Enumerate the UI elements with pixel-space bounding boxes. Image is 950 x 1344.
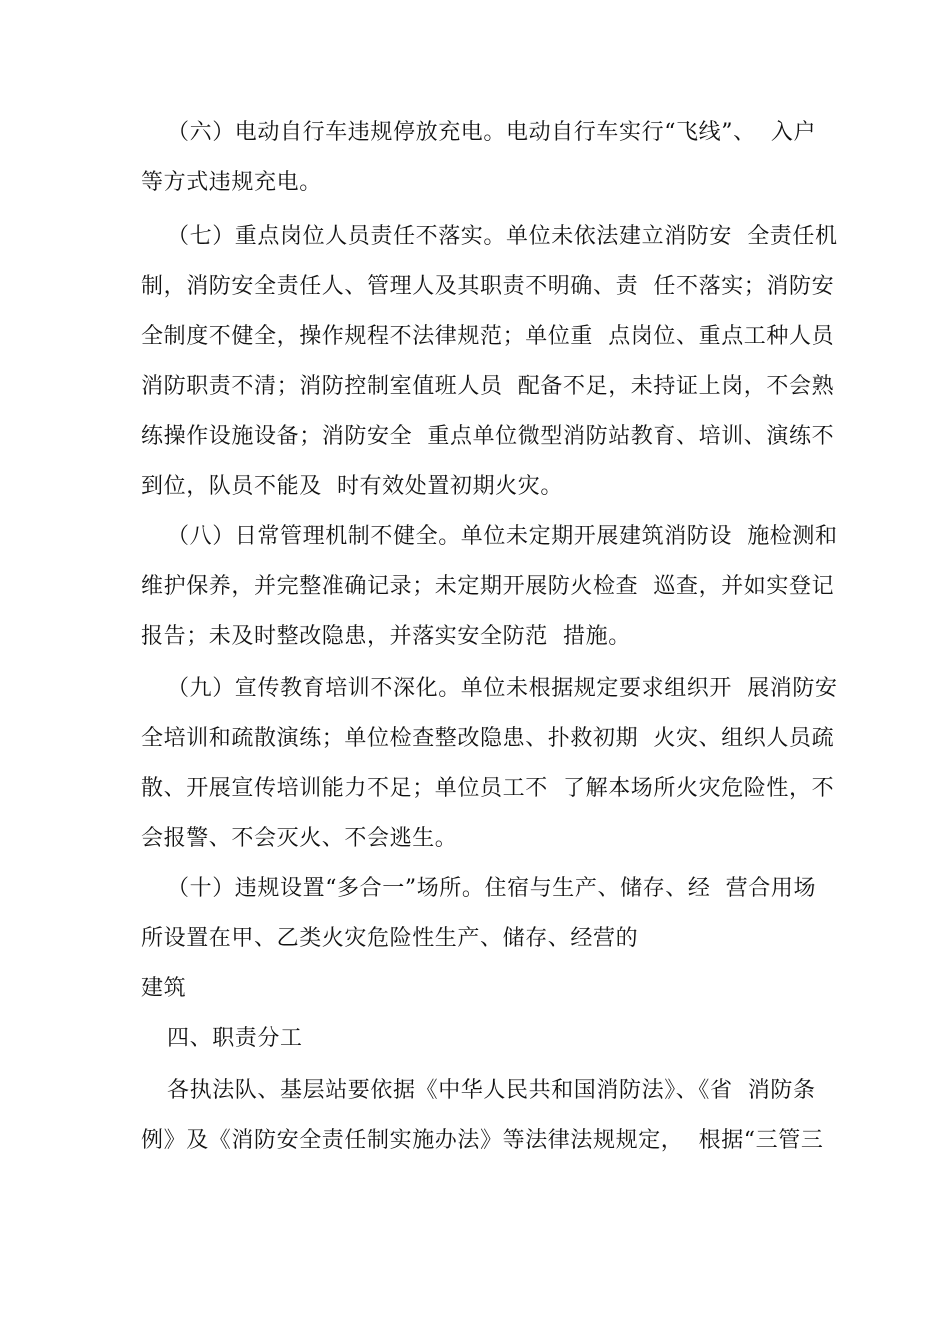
- paragraph-6-line-2: 等方式违规充电。: [141, 170, 322, 195]
- paragraph-10-line-2: 所设置在甲、乙类火灾危险性生产、储存、经营的: [141, 926, 639, 951]
- paragraph-9-line-2: 全培训和疏散演练；单位检查整改隐患、扑救初期 火灾、组织人员疏: [141, 726, 835, 751]
- paragraph-7-line-3: 全制度不健全，操作规程不法律规范；单位重 点岗位、重点工种人员: [141, 324, 835, 349]
- paragraph-10-line-3: 建筑: [141, 976, 187, 1001]
- paragraph-duties-line-2: 例》及《消防安全责任制实施办法》等法律法规规定， 根据“三管三: [141, 1128, 824, 1153]
- paragraph-9-line-3: 散、开展宣传培训能力不足；单位员工不 了解本场所火灾危险性，不: [141, 776, 835, 801]
- paragraph-7-line-1: （七）重点岗位人员责任不落实。单位未依法建立消防安 全责任机: [167, 224, 838, 249]
- paragraph-8-line-3: 报告；未及时整改隐患，并落实安全防范 措施。: [141, 624, 631, 649]
- paragraph-9-line-1: （九）宣传教育培训不深化。单位未根据规定要求组织开 展消防安: [167, 676, 838, 701]
- paragraph-6-line-1: （六）电动自行车违规停放充电。电动自行车实行“飞线”、 入户: [167, 120, 817, 145]
- paragraph-7-line-6: 到位，队员不能及 时有效处置初期火灾。: [141, 474, 563, 499]
- paragraph-9-line-4: 会报警、不会灭火、不会逃生。: [141, 826, 458, 851]
- paragraph-8-line-1: （八）日常管理机制不健全。单位未定期开展建筑消防设 施检测和: [167, 524, 838, 549]
- paragraph-duties-line-1: 各执法队、基层站要依据《中华人民共和国消防法》、《省 消防条: [167, 1078, 816, 1103]
- paragraph-8-line-2: 维护保养，并完整准确记录；未定期开展防火检查 巡查，并如实登记: [141, 574, 835, 599]
- paragraph-7-line-4: 消防职责不清；消防控制室值班人员 配备不足，未持证上岗，不会熟: [141, 374, 835, 399]
- paragraph-10-line-1: （十）违规设置“多合一”场所。住宿与生产、储存、经 营合用场: [167, 876, 817, 901]
- section-heading-duties: 四、职责分工: [167, 1026, 303, 1051]
- paragraph-7-line-2: 制，消防安全责任人、管理人及其职责不明确、责 任不落实；消防安: [141, 274, 835, 299]
- paragraph-7-line-5: 练操作设施设备；消防安全 重点单位微型消防站教育、培训、演练不: [141, 424, 835, 449]
